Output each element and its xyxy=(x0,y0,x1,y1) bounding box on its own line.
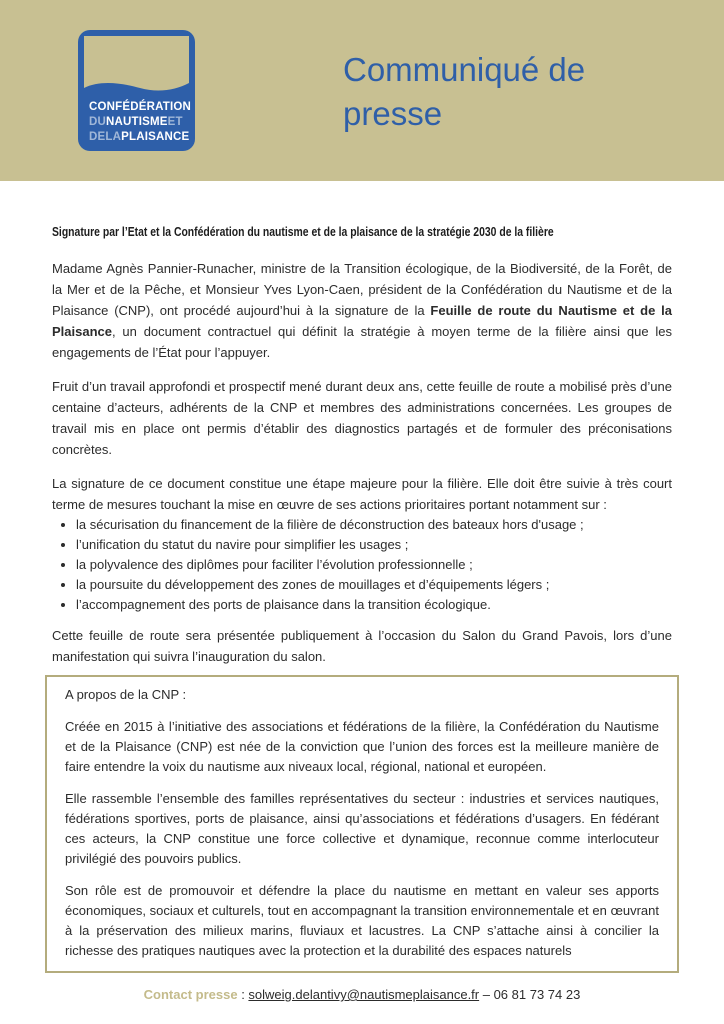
about-paragraph-creation: Créée en 2015 à l’initiative des associations et fédérations de la filière, la Confédération du Nautisme et de la Plaisance (CNP) est née de la conviction que l’union des forces est la meilleure manière de faire entendre la voix du nautisme aux niveaux local, régional, national et européen. xyxy=(65,719,659,774)
list-item-diplomes: • la polyvalence des diplômes pour faciliter l’évolution professionnelle ; xyxy=(76,555,672,575)
headline: Signature par l’Etat et la Confédération du nautisme et de la plaisance de la stratégie 2030 de la filière xyxy=(52,224,554,239)
header-band xyxy=(0,0,724,181)
paragraph-etape-majeure: La signature de ce document constitue une étape majeure pour la filière. Elle doit être suivie à très court terme de mesures touchant la mise en œuvre de ses actions prioritaires portant notamment sur : xyxy=(52,476,672,512)
about-paragraph-role: Son rôle est de promouvoir et défendre la place du nautisme en mettant en valeur ses apports économiques, sociaux et culturels, tout en accompagnant la transition environnementale et en œuvrant à la préservation des milieux marins, fluviaux et lacustres. La CNP s’attache ainsi à concilier la richesse des pratiques nautiques avec la protection et la durabilité des espaces naturels xyxy=(65,883,659,958)
contact-phone: – 06 81 73 74 23 xyxy=(479,987,581,1002)
paragraph-signature-text: Madame Agnès Pannier-Runacher, ministre de la Transition écologique, de la Biodiversité, de la Forêt, de la Mer et de la Pêche, et Monsieur Yves Lyon-Caen, président de la Confédération du Nautisme et de la Plaisance (CNP), ont procédé aujourd’hui à la signature de la xyxy=(52,261,672,318)
about-cnp-box xyxy=(45,675,679,973)
document-type-title: Communiqué de presse xyxy=(343,51,586,132)
list-item-mouillages: • la poursuite du développement des zones de mouillages et d’équipements légers ; xyxy=(76,575,672,595)
paragraph-grand-pavois: Cette feuille de route sera présentée publiquement à l’occasion du Salon du Grand Pavois, lors d’une manifestation qui suivra l’inauguration du salon. xyxy=(52,628,672,664)
list-item-statut-navire: • l’unification du statut du navire pour simplifier les usages ; xyxy=(76,535,672,555)
logo-text-line3: DELAPLAISANCE xyxy=(89,131,190,143)
contact-footer xyxy=(52,985,672,1005)
contact-separator: : xyxy=(237,987,249,1002)
paragraph-signature xyxy=(52,258,672,363)
paragraph-travail: Fruit d’un travail approfondi et prospectif mené durant deux ans, cette feuille de route a mobilisé près d’une centaine d’acteurs, adhérents de la CNP et membres des administrations concernées. Les groupes de travail mis en place ont permis d’établir des diagnostics partagés et de formuler des préconisations concrètes. xyxy=(52,379,672,457)
priority-actions-list xyxy=(52,515,672,615)
paragraph-signature-text-end: , un document contractuel qui définit la stratégie à moyen terme de la filière ainsi que les engagements de l’État pour l’appuyer. xyxy=(52,324,672,360)
list-item-deconstruction: • la sécurisation du financement de la filière de déconstruction des bateaux hors d'usage ; xyxy=(76,515,672,535)
press-release-body xyxy=(0,181,724,1005)
feuille-de-route-emphasis: Feuille de route du Nautisme et de la Plaisance xyxy=(52,303,673,339)
contact-email-link[interactable]: solweig.delantivy@nautismeplaisance.fr xyxy=(248,987,480,1002)
logo-text-line2: DUNAUTISMEET xyxy=(89,116,183,128)
cnp-logo-graphic xyxy=(78,30,195,151)
list-item-ports-plaisance: • l’accompagnement des ports de plaisance dans la transition écologique. xyxy=(76,595,672,615)
cnp-logo xyxy=(78,30,195,151)
logo-text-line1: CONFÉDÉRATION xyxy=(89,101,192,113)
about-paragraph-familles: Elle rassemble l’ensemble des familles représentatives du secteur : industries et services nautiques, fédérations sportives, ports de plaisance, ainsi qu’associations et fédérations d’usagers. En fédérant ces acteurs, la CNP constitue une force collective et dynamique, reconnue comme interlocuteur privilégié des pouvoirs publics. xyxy=(65,791,659,866)
about-box-title: A propos de la CNP : xyxy=(65,687,187,702)
contact-presse-label: Contact presse xyxy=(143,987,238,1002)
